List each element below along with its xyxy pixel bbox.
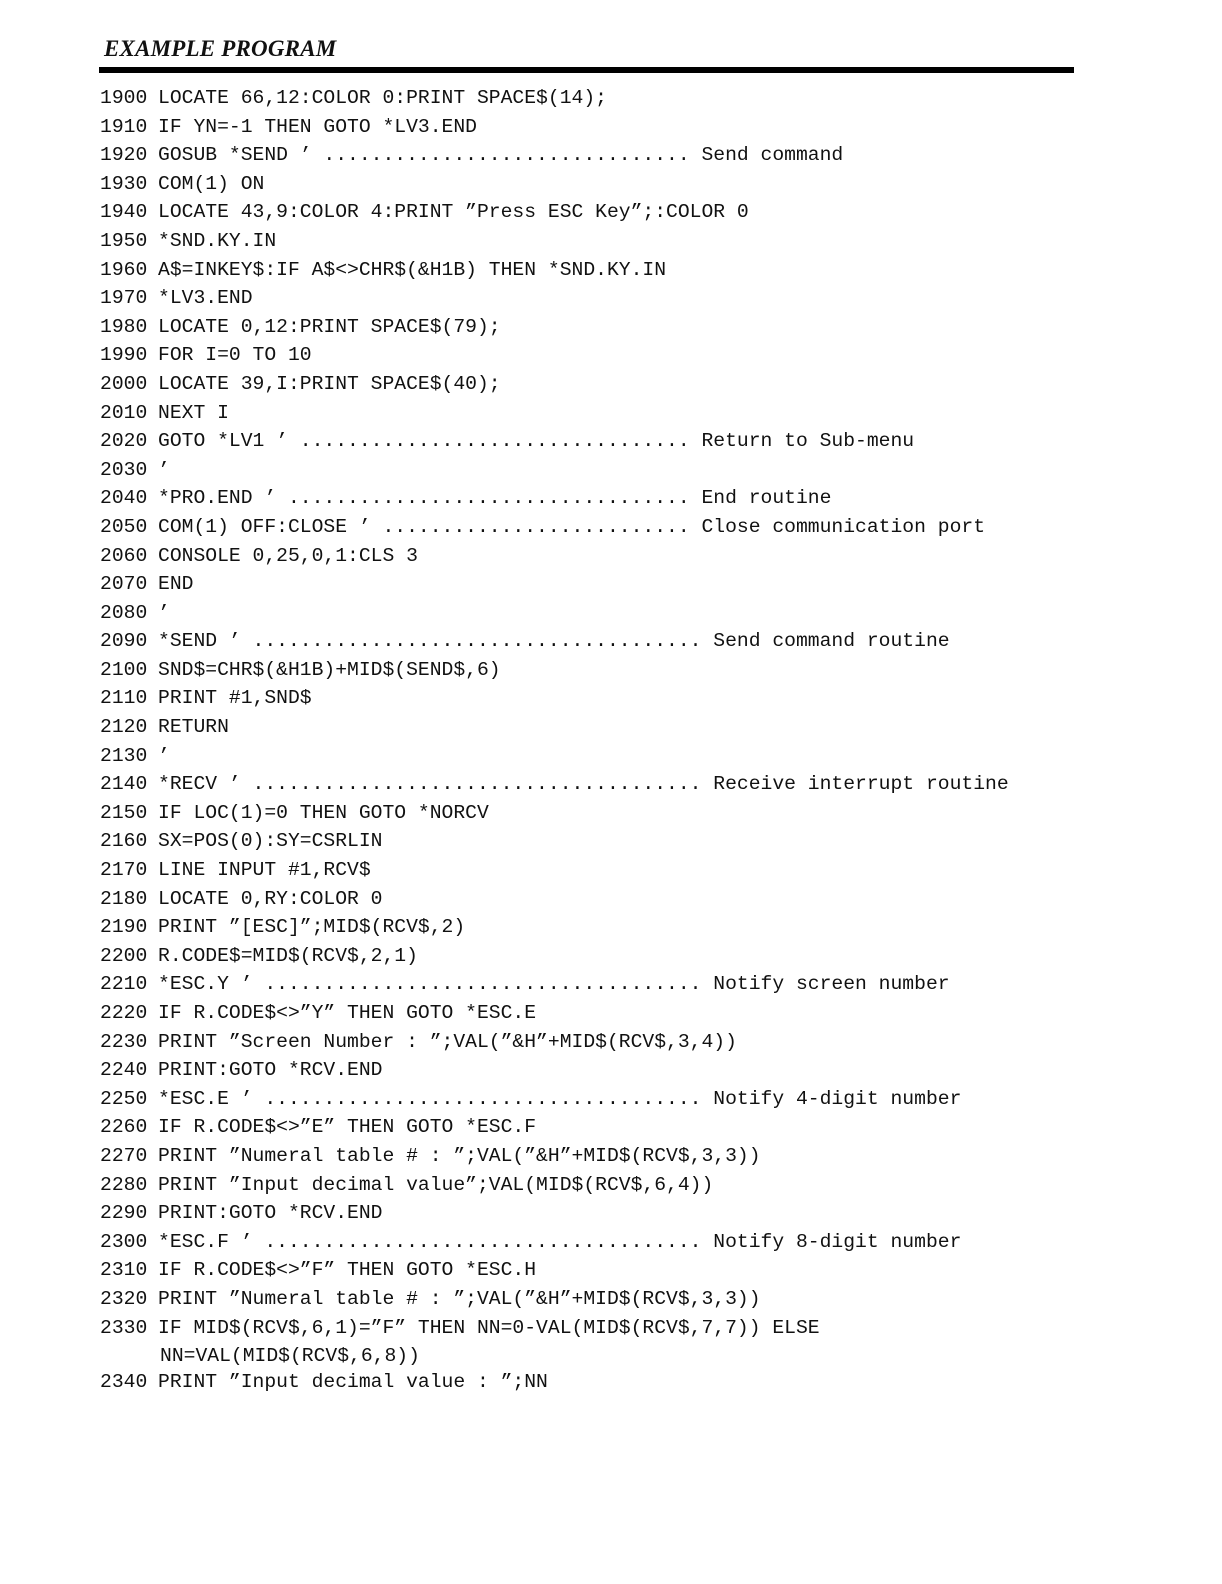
code-text-block (158, 599, 170, 628)
code-text-block (158, 256, 666, 285)
code-text-block (158, 827, 382, 856)
code-line (100, 1056, 1009, 1085)
code-continuation: NN=VAL(MID$(RCV$,6,8)) (160, 1345, 420, 1368)
code-text-block (158, 1171, 713, 1200)
line-number: 2030 (100, 458, 148, 481)
code-line (100, 913, 1009, 942)
line-number: 2260 (100, 1116, 148, 1139)
code-text: R.CODE$=MID$(RCV$,2,1) (158, 944, 418, 967)
code-text-block (158, 913, 465, 942)
line-number: 2000 (100, 372, 148, 395)
line-number: 2090 (100, 630, 148, 653)
code-text: NEXT I (158, 401, 229, 424)
code-line (100, 1113, 1009, 1142)
code-text: *ESC.F ’ ..................................... Notify 8-digit number (158, 1230, 962, 1253)
code-line (100, 198, 1009, 227)
code-line (100, 684, 1009, 713)
code-line (100, 942, 1009, 971)
code-line (100, 742, 1009, 771)
code-text: ’ (158, 458, 170, 481)
code-text: ’ (158, 601, 170, 624)
code-text-block (158, 970, 950, 999)
code-text: RETURN (158, 716, 229, 739)
code-text: IF R.CODE$<>”E” THEN GOTO *ESC.F (158, 1116, 537, 1139)
code-text-block (158, 942, 418, 971)
code-line (100, 113, 1009, 142)
code-text: SND$=CHR$(&H1B)+MID$(SEND$,6) (158, 658, 501, 681)
line-number: 2120 (100, 716, 148, 739)
line-number: 2220 (100, 1002, 148, 1024)
code-text-block (158, 513, 985, 542)
code-text: GOSUB *SEND ’ ............................... Send command (158, 144, 844, 167)
code-text-block (158, 1285, 761, 1314)
line-number: 2150 (100, 801, 148, 824)
code-line (100, 1085, 1009, 1114)
code-text: PRINT ”Screen Number : ”;VAL(”&H”+MID$(RCV$,3,4)) (158, 1030, 737, 1053)
code-line (100, 141, 1009, 170)
code-line (100, 399, 1009, 428)
line-number: 2250 (100, 1087, 148, 1110)
line-number: 2290 (100, 1202, 148, 1225)
line-number: 2320 (100, 1287, 148, 1310)
code-text: LOCATE 0,RY:COLOR 0 (158, 887, 383, 910)
line-number: 2070 (100, 573, 148, 596)
line-number: 2170 (100, 859, 148, 882)
code-line (100, 456, 1009, 485)
code-text: LINE INPUT #1,RCV$ (158, 859, 371, 882)
code-line (100, 427, 1009, 456)
code-text: IF LOC(1)=0 THEN GOTO *NORCV (158, 801, 489, 824)
code-text-block (158, 1085, 961, 1114)
code-text-block (158, 1228, 961, 1257)
code-line (100, 599, 1009, 628)
code-text: *ESC.E ’ ..................................... Notify 4-digit number (158, 1087, 962, 1110)
program-listing (100, 84, 1009, 1396)
code-text: *SEND ’ ...................................... Send command routine (158, 630, 950, 653)
line-number: 2340 (100, 1370, 148, 1393)
code-text-block (158, 1199, 382, 1228)
code-text-block (158, 84, 607, 113)
line-number: 1970 (100, 287, 148, 310)
code-text: *ESC.Y ’ ..................................... Notify screen number (158, 973, 950, 996)
code-line (100, 484, 1009, 513)
line-number: 2040 (100, 487, 148, 510)
code-line (100, 570, 1009, 599)
line-number: 2060 (100, 544, 148, 567)
line-number: 2210 (100, 973, 148, 996)
line-number: 2270 (100, 1144, 148, 1167)
code-text: IF MID$(RCV$,6,1)=”F” THEN NN=0-VAL(MID$(RCV$,7,7)) ELSE (158, 1316, 820, 1339)
code-line (100, 313, 1009, 342)
code-text: LOCATE 0,12:PRINT SPACE$(79); (158, 315, 501, 338)
code-text: ’ (158, 744, 170, 767)
code-text-block (158, 570, 193, 599)
code-text: PRINT ”Input decimal value : ”;NN (158, 1370, 548, 1393)
code-line (100, 856, 1009, 885)
code-text: CONSOLE 0,25,0,1:CLS 3 (158, 544, 418, 567)
code-text-block (158, 198, 749, 227)
code-line (100, 1228, 1009, 1257)
code-text-block (158, 284, 253, 313)
code-text: PRINT ”Input decimal value”;VAL(MID$(RCV$,6,4)) (158, 1173, 714, 1196)
code-text: *RECV ’ ...................................... Receive interrupt routine (158, 773, 1009, 796)
code-text: *SND.KY.IN (158, 229, 277, 252)
code-text-block (158, 542, 418, 571)
code-text-block (158, 627, 950, 656)
line-number: 2240 (100, 1059, 148, 1082)
line-number: 2130 (100, 744, 148, 767)
code-text: PRINT:GOTO *RCV.END (158, 1202, 383, 1225)
code-text-block (158, 1314, 820, 1371)
code-line (100, 1256, 1009, 1285)
code-text-block (158, 856, 371, 885)
line-number: 1930 (100, 172, 148, 195)
code-text-block (158, 399, 229, 428)
code-text: IF R.CODE$<>”Y” THEN GOTO *ESC.E (158, 1002, 537, 1024)
code-line (100, 1285, 1009, 1314)
code-text: PRINT ”Numeral table # : ”;VAL(”&H”+MID$(RCV$,3,3)) (158, 1287, 761, 1310)
line-number: 1920 (100, 144, 148, 167)
line-number: 2300 (100, 1230, 148, 1253)
code-text-block (158, 484, 831, 513)
code-line (100, 970, 1009, 999)
line-number: 2200 (100, 944, 148, 967)
line-number: 2110 (100, 687, 148, 710)
code-text-block (158, 341, 312, 370)
code-line (100, 999, 1009, 1028)
code-line (100, 1199, 1009, 1228)
code-text: LOCATE 43,9:COLOR 4:PRINT ”Press ESC Key”;:COLOR 0 (158, 201, 749, 224)
code-line (100, 284, 1009, 313)
code-line (100, 827, 1009, 856)
code-line (100, 170, 1009, 199)
code-text: PRINT ”[ESC]”;MID$(RCV$,2) (158, 916, 466, 939)
code-text: LOCATE 39,I:PRINT SPACE$(40); (158, 372, 501, 395)
line-number: 1990 (100, 344, 148, 367)
code-line (100, 341, 1009, 370)
line-number: 2330 (100, 1316, 148, 1339)
code-line (100, 627, 1009, 656)
code-text-block (158, 1113, 536, 1142)
line-number: 1940 (100, 201, 148, 224)
code-text-block (158, 313, 501, 342)
code-text-block (158, 656, 501, 685)
line-number: 1960 (100, 258, 148, 281)
code-text: LOCATE 66,12:COLOR 0:PRINT SPACE$(14); (158, 87, 607, 109)
code-line (100, 770, 1009, 799)
code-line (100, 656, 1009, 685)
code-text: COM(1) ON (158, 172, 265, 195)
code-text-block (158, 713, 229, 742)
code-text-block (158, 370, 501, 399)
header-rule (99, 67, 1074, 73)
code-line (100, 227, 1009, 256)
code-text-block (158, 999, 536, 1028)
line-number: 2100 (100, 658, 148, 681)
code-text-block (158, 1028, 737, 1057)
page-header-title: EXAMPLE PROGRAM (104, 36, 337, 61)
code-line (100, 84, 1009, 113)
code-text-block (158, 113, 477, 142)
code-text: GOTO *LV1 ’ ................................. Return to Sub-menu (158, 430, 915, 453)
code-line (100, 1314, 1009, 1368)
line-number: 2310 (100, 1259, 148, 1282)
code-text: COM(1) OFF:CLOSE ’ .......................... Close communication port (158, 515, 986, 538)
code-text: FOR I=0 TO 10 (158, 344, 312, 367)
code-text: IF YN=-1 THEN GOTO *LV3.END (158, 115, 477, 138)
code-line (100, 1171, 1009, 1200)
line-number: 2140 (100, 773, 148, 796)
code-text-block (158, 227, 276, 256)
code-line (100, 1368, 1009, 1397)
code-text: PRINT:GOTO *RCV.END (158, 1059, 383, 1082)
code-line (100, 713, 1009, 742)
code-text-block (158, 170, 264, 199)
line-number: 2160 (100, 830, 148, 853)
code-text-block (158, 1256, 536, 1285)
code-line (100, 256, 1009, 285)
code-line (100, 542, 1009, 571)
code-text-block (158, 1142, 761, 1171)
code-line (100, 1028, 1009, 1057)
code-text-block (158, 684, 312, 713)
code-text-block (158, 1056, 382, 1085)
code-text-block (158, 885, 382, 914)
line-number: 1980 (100, 315, 148, 338)
code-text: A$=INKEY$:IF A$<>CHR$(&H1B) THEN *SND.KY.IN (158, 258, 667, 281)
line-number: 2230 (100, 1030, 148, 1053)
code-text-block (158, 141, 843, 170)
code-text-block (158, 770, 1009, 799)
line-number: 1900 (100, 87, 148, 109)
code-line (100, 885, 1009, 914)
code-line (100, 370, 1009, 399)
line-number: 2180 (100, 887, 148, 910)
line-number: 2050 (100, 515, 148, 538)
code-text: END (158, 573, 194, 596)
code-text: SX=POS(0):SY=CSRLIN (158, 830, 383, 853)
code-line (100, 1142, 1009, 1171)
code-text: *LV3.END (158, 287, 253, 310)
code-text-block (158, 456, 170, 485)
code-text-block (158, 427, 914, 456)
line-number: 1950 (100, 229, 148, 252)
code-text: IF R.CODE$<>”F” THEN GOTO *ESC.H (158, 1259, 537, 1282)
code-text: PRINT #1,SND$ (158, 687, 312, 710)
code-line (100, 799, 1009, 828)
line-number: 2190 (100, 916, 148, 939)
line-number: 2280 (100, 1173, 148, 1196)
line-number: 2010 (100, 401, 148, 424)
line-number: 2080 (100, 601, 148, 624)
code-text: *PRO.END ’ .................................. End routine (158, 487, 832, 510)
code-text: PRINT ”Numeral table # : ”;VAL(”&H”+MID$(RCV$,3,3)) (158, 1144, 761, 1167)
line-number: 1910 (100, 115, 148, 138)
line-number: 2020 (100, 430, 148, 453)
code-text-block (158, 799, 489, 828)
code-text-block (158, 1368, 548, 1397)
code-text-block (158, 742, 170, 771)
code-line (100, 513, 1009, 542)
